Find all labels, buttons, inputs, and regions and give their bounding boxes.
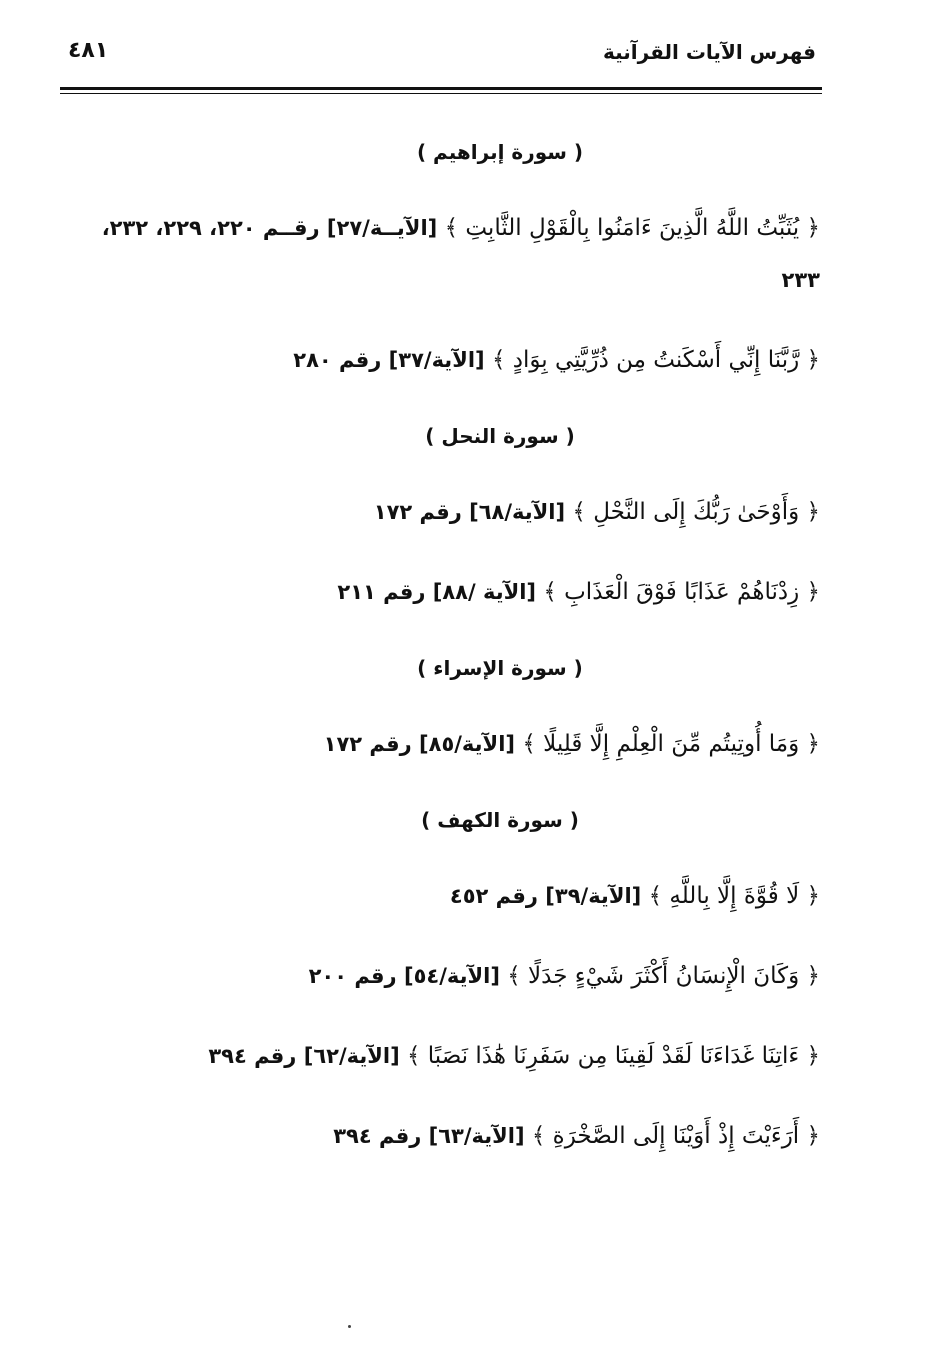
verse-entry	[60, 1030, 820, 1082]
verse-reference: [الآية /٨٨] رقم ٢١١	[337, 580, 537, 604]
surah-heading: ( سورة النحل )	[425, 424, 575, 448]
verse-entry	[60, 334, 820, 386]
verse-entry	[60, 202, 820, 306]
verse-text: ﴿ وَكَانَ الْإِنسَانُ أَكْثَرَ شَيْءٍ جَدَلًا ﴾	[507, 963, 820, 989]
header-rule-thick	[60, 87, 822, 90]
surah-heading: ( سورة الإسراء )	[417, 656, 583, 680]
header-rule-thin	[60, 93, 822, 94]
verse-reference: [الآية/٣٩] رقم ٤٥٢	[449, 884, 642, 908]
verse-entry	[60, 718, 820, 770]
surah-heading: ( سورة الكهف )	[421, 808, 579, 832]
verse-text: ﴿ رَّبَّنَا إِنِّي أَسْكَنتُ مِن ذُرِّيَّتِي بِوَادٍ ﴾	[491, 347, 820, 373]
verse-entry	[60, 486, 820, 538]
surah-heading: ( سورة إبراهيم )	[416, 140, 584, 164]
verse-reference: [الآية/٣٧] رقم ٢٨٠	[293, 348, 485, 372]
running-title: فهرس الآيات القرآنية	[603, 40, 816, 64]
index-content	[60, 130, 820, 1162]
scan-speck	[348, 1325, 351, 1328]
verse-text: ﴿ لَا قُوَّةَ إِلَّا بِاللَّهِ ﴾	[648, 883, 820, 909]
verse-text: ﴿ أَرَءَيْتَ إِذْ أَوَيْنَا إِلَى الصَّخْرَةِ ﴾	[531, 1123, 820, 1149]
verse-text: ﴿ زِدْنَاهُمْ عَذَابًا فَوْقَ الْعَذَابِ ﴾	[543, 579, 820, 605]
verse-reference: [الآية/٦٢] رقم ٣٩٤	[208, 1044, 400, 1068]
page-header	[60, 30, 822, 70]
page-number: ٤٨١	[68, 38, 109, 63]
verse-reference: [الآيــة/٢٧] رقــم ٢٢٠، ٢٢٩، ٢٣٢، ٢٣٣	[101, 216, 820, 292]
verse-reference: [الآية/٦٨] رقم ١٧٢	[373, 500, 566, 524]
verse-text: ﴿ وَأَوْحَىٰ رَبُّكَ إِلَى النَّحْلِ ﴾	[572, 499, 820, 525]
verse-entry	[60, 1110, 820, 1162]
verse-text: ﴿ يُثَبِّتُ اللَّهُ الَّذِينَ ءَامَنُوا بِالْقَوْلِ الثَّابِتِ ﴾	[444, 215, 820, 241]
verse-reference: [الآية/٥٤] رقم ٢٠٠	[308, 964, 500, 988]
verse-reference: [الآية/٦٣] رقم ٣٩٤	[333, 1124, 525, 1148]
verse-entry	[60, 566, 820, 618]
verse-text: ﴿ ءَاتِنَا غَدَاءَنَا لَقَدْ لَقِينَا مِن سَفَرِنَا هَٰذَا نَصَبًا ﴾	[407, 1043, 820, 1069]
verse-text: ﴿ وَمَا أُوتِيتُم مِّنَ الْعِلْمِ إِلَّا قَلِيلًا ﴾	[522, 731, 820, 757]
verse-entry	[60, 950, 820, 1002]
verse-entry	[60, 870, 820, 922]
verse-reference: [الآية/٨٥] رقم ١٧٢	[323, 732, 515, 756]
